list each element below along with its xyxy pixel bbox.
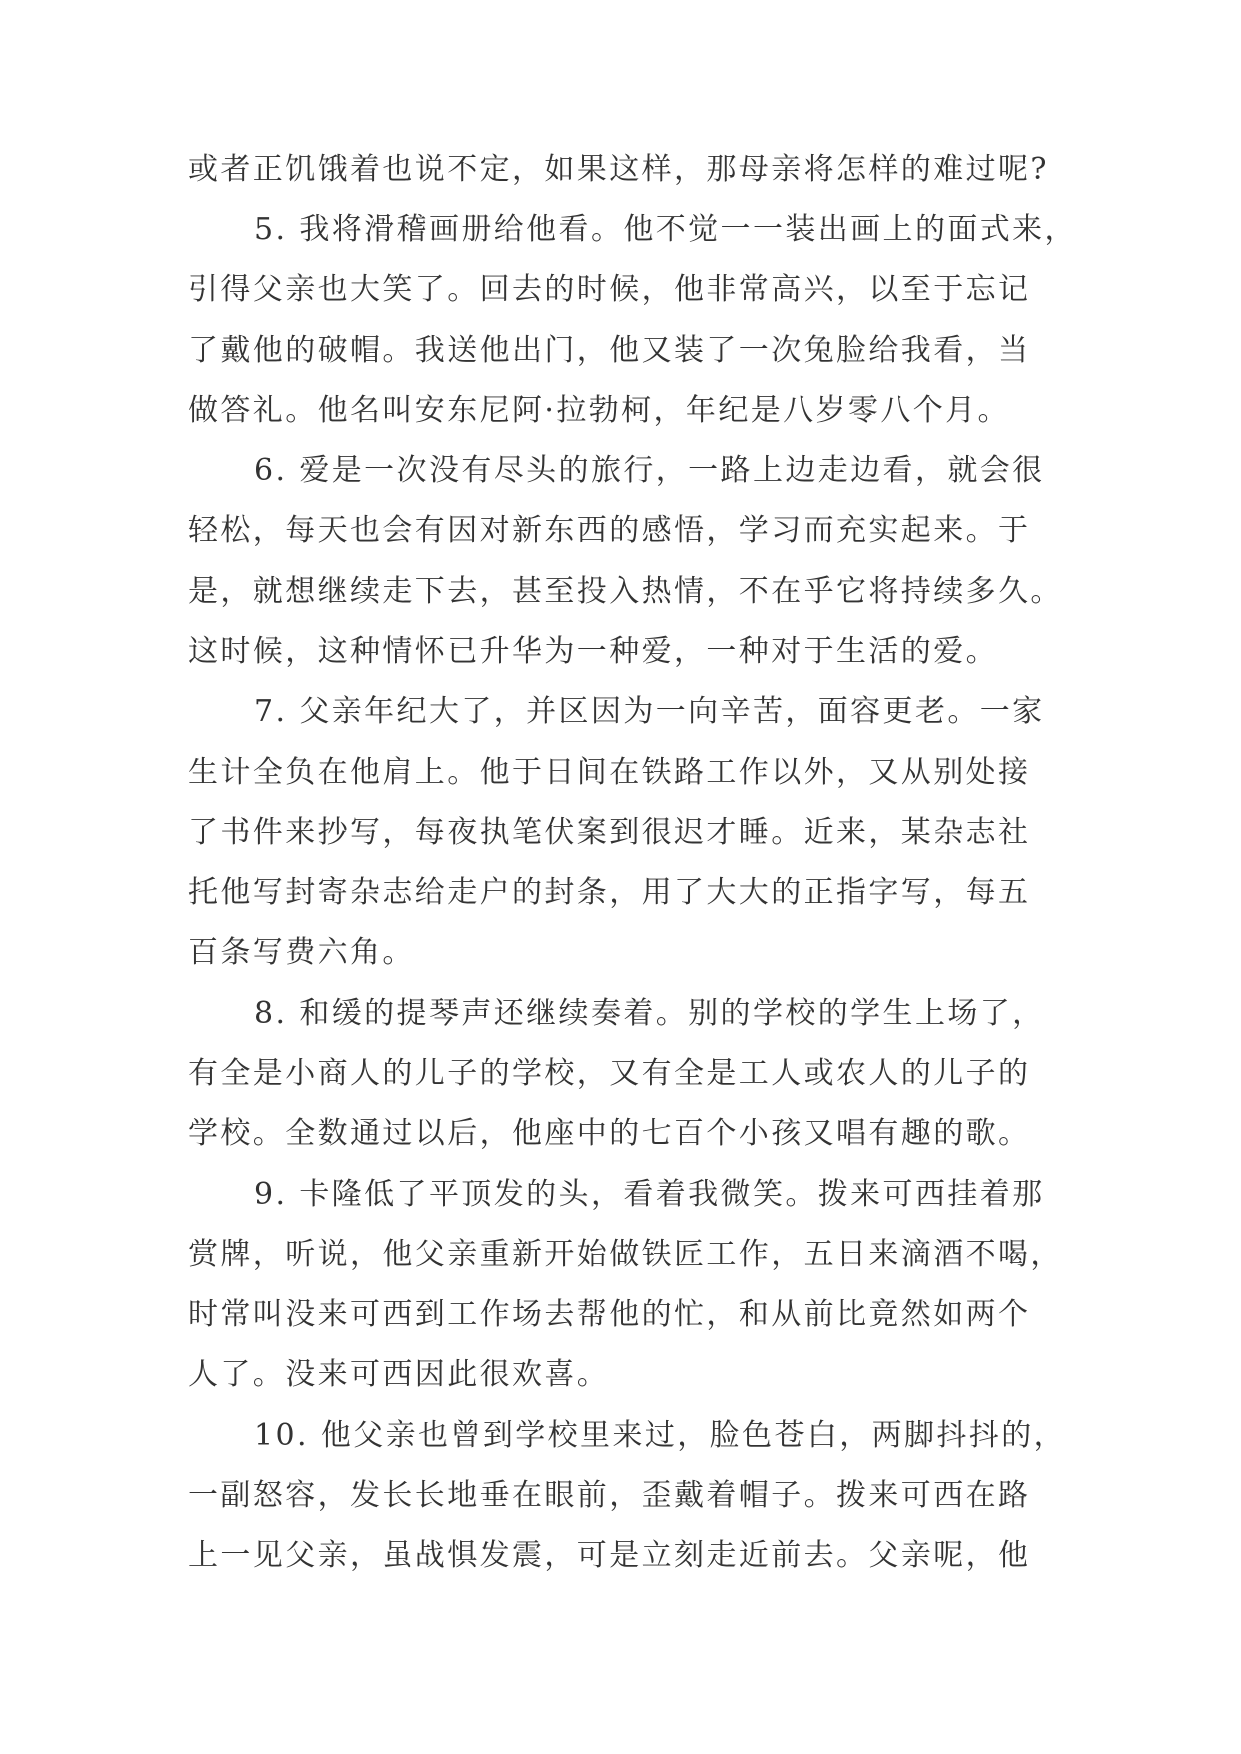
- text-line: 7. 父亲年纪大了，并区因为一向辛苦，面容更老。一家: [254, 694, 1045, 729]
- text-line: 轻松，每天也会有因对新东西的感悟，学习而充实起来。于: [188, 513, 1031, 548]
- text-line: 6. 爱是一次没有尽头的旅行，一路上边走边看，就会很: [254, 453, 1045, 488]
- text-line: 百条写费六角。: [188, 935, 415, 970]
- text-line: 一副怒容，发长长地垂在眼前，歪戴着帽子。拨来可西在路: [188, 1478, 1031, 1513]
- text-line: 上一见父亲，虽战惧发震，可是立刻走近前去。父亲呢，他: [188, 1538, 1031, 1573]
- text-line: 了书件来抄写，每夜执笔伏案到很迟才睡。近来，某杂志社: [188, 815, 1031, 850]
- text-line: 学校。全数通过以后，他座中的七百个小孩又唱有趣的歌。: [188, 1116, 1031, 1151]
- text-line: 做答礼。他名叫安东尼阿·拉勃柯，年纪是八岁零八个月。: [188, 393, 1010, 428]
- text-line: 生计全负在他肩上。他于日间在铁路工作以外，又从别处接: [188, 755, 1031, 790]
- text-line: 赏牌，听说，他父亲重新开始做铁匠工作，五日来滴酒不喝，: [188, 1237, 1063, 1272]
- text-line: 这时候，这种情怀已升华为一种爱，一种对于生活的爱。: [188, 634, 998, 669]
- text-line: 托他写封寄杂志给走户的封条，用了大大的正指字写，每五: [188, 875, 1031, 910]
- text-line: 了戴他的破帽。我送他出门，他又装了一次兔脸给我看，当: [188, 333, 1031, 368]
- text-line: 5. 我将滑稽画册给他看。他不觉一一装出画上的面式来，: [254, 212, 1077, 247]
- text-line: 9. 卡隆低了平顶发的头，看着我微笑。拨来可西挂着那: [254, 1177, 1045, 1212]
- text-line: 10. 他父亲也曾到学校里来过，脸色苍白，两脚抖抖的，: [254, 1418, 1067, 1453]
- text-line: 有全是小商人的儿子的学校，又有全是工人或农人的儿子的: [188, 1056, 1031, 1091]
- text-line: 时常叫没来可西到工作场去帮他的忙，和从前比竟然如两个: [188, 1297, 1031, 1332]
- text-line: 人了。没来可西因此很欢喜。: [188, 1357, 610, 1392]
- text-line: 8. 和缓的提琴声还继续奏着。别的学校的学生上场了，: [254, 996, 1045, 1031]
- text-line: 是，就想继续走下去，甚至投入热情，不在乎它将持续多久。: [188, 574, 1063, 609]
- text-line: 引得父亲也大笑了。回去的时候，他非常高兴，以至于忘记: [188, 272, 1031, 307]
- text-line: 或者正饥饿着也说不定，如果这样，那母亲将怎样的难过呢?: [188, 152, 1049, 187]
